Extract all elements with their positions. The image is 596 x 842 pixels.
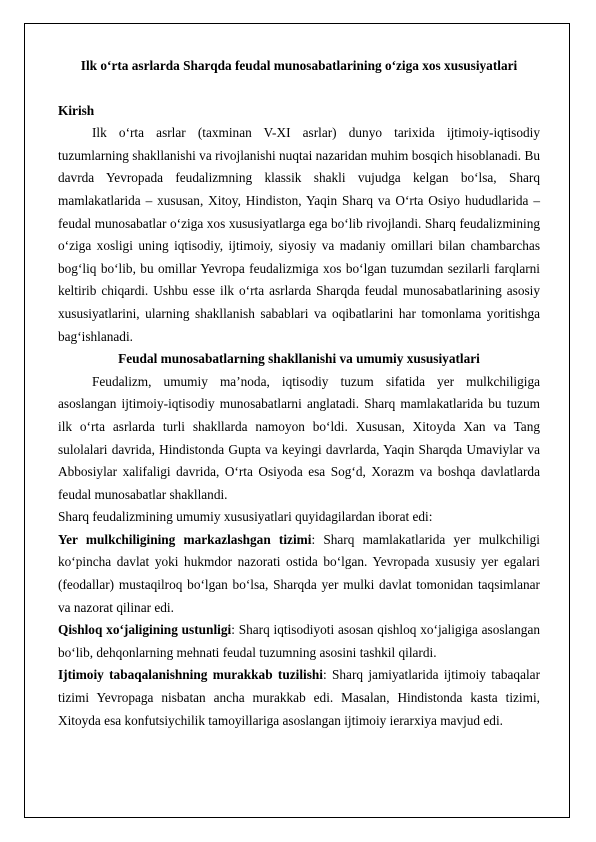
feature-term: Qishloq xo‘jaligining ustunligi	[58, 622, 232, 638]
feature-text: : Sharq iqtisodiyoti asosan qishloq xo‘jaligiga asoslangan bo‘lib, dehqonlarning mehnati feudal tuzumning asosini tashkil qilardi.	[58, 622, 540, 660]
document-body	[58, 55, 540, 732]
intro-paragraph: Ilk o‘rta asrlar (taxminan V-XI asrlar) dunyo tarixida ijtimoiy-iqtisodiy tuzumlarning shakllanishi va rivojlanishi nuqtai nazaridan muhim bosqich hisoblanadi. Bu davrda Yevropada feudalizmning klassik shakli vujudga kelgan bo‘lsa, Sharq mamlakatlarida – xususan, Xitoy, Hindiston, Yaqin Sharq va O‘rta Osiyo hududlarida – feudal munosabatlar o‘ziga xos xususiyatlarga ega bo‘lib rivojlandi. Sharq feudalizmining o‘ziga xosligi uning iqtisodiy, ijtimoiy, siyosiy va madaniy omillari bilan chambarchas bog‘liq bo‘lib, bu omillar Yevropa feudalizmiga xos bo‘lgan tuzumdan sezilarli farqlarni keltirib chiqardi. Ushbu esse ilk o‘rta asrlarda Sharqda feudal munosabatlarining asosiy xususiyatlarini, ularning shakllanish sabablari va oqibatlarini har tomonlama yoritishga bag‘ishlanadi.	[58, 125, 540, 344]
feature-term: Yer mulkchiligining markazlashgan tizimi	[58, 531, 312, 547]
feature-term: Ijtimoiy tabaqalanishning murakkab tuzilishi	[58, 667, 323, 683]
document-title: Ilk o‘rta asrlarda Sharqda feudal munosabatlarining o‘ziga xos xususiyatlari	[80, 58, 518, 73]
list-intro: Sharq feudalizmining umumiy xususiyatlari quyidagilardan iborat edi:	[58, 509, 433, 525]
section-heading: Feudal munosabatlarning shakllanishi va umumiy xususiyatlari	[118, 351, 480, 367]
section-paragraph: Feudalizm, umumiy ma’noda, iqtisodiy tuzum sifatida yer mulkchiligiga asoslangan ijtimoiy-iqtisodiy munosabatlarni anglatadi. Sharq mamlakatlarida bu tuzum ilk o‘rta asrlarda turli shakllarda namoyon bo‘ldi. Xususan, Xitoyda Xan va Tang sulolalari davrida, Hindistonda Gupta va keyingi davrlarda, Yaqin Sharqda Umaviylar va Abbosiylar xalifaligi davrida, O‘rta Osiyoda esa Sog‘d, Xorazm va boshqa davlatlarda feudal munosabatlar shakllandi.	[58, 373, 540, 502]
feature-text: : Sharq jamiyatlarida ijtimoiy tabaqalar tizimi Yevropaga nisbatan ancha murakkab edi. Masalan, Hindistonda kasta tizimi, Xitoyda esa konfutsiychilik tamoyillariga asoslangan ijtimoiy ierarxiya mavjud edi.	[58, 667, 540, 728]
feature-paragraph	[58, 664, 540, 732]
intro-heading: Kirish	[58, 102, 95, 118]
feature-text: : Sharq mamlakatlarida yer mulkchiligi ko‘pincha davlat yoki hukmdor nazorati ostida bo‘lgan. Yevropada xususiy yer egalari (feodallar) mustaqilroq bo‘lgan bo‘lsa, Sharqda yer mulki davlat tomonidan taqsimlanar va nazorat qilinar edi.	[58, 531, 541, 615]
feature-paragraph	[58, 529, 540, 619]
feature-paragraph	[58, 619, 540, 664]
